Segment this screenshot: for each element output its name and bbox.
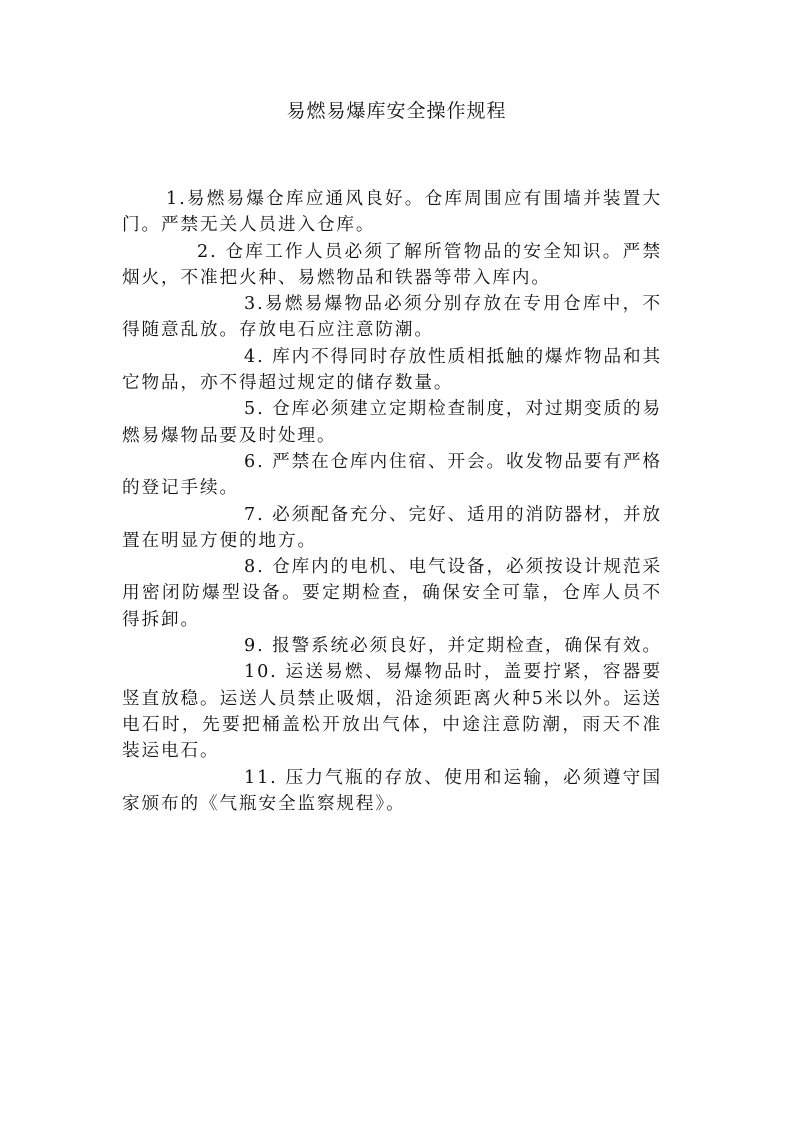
rule-3: 3.易燃易爆物品必须分别存放在专用仓库中，不得随意乱放。存放电石应注意防潮。 [122,294,662,341]
rule-8: 8. 仓库内的电机、电气设备，必须按设计规范采用密闭防爆型设备。要定期检查，确保安全可靠，仓库人员不得拆卸。 [122,557,662,630]
rule-7: 7. 必须配备充分、完好、适用的消防器材，并放置在明显方便的地方。 [122,504,662,551]
rule-1: 1.易燃易爆仓库应通风良好。仓库周围应有围墙并装置大门。严禁无关人员进入仓库。 [122,189,662,236]
rule-10: 10. 运送易燃、易爆物品时，盖要拧紧，容器要竖直放稳。运送人员禁止吸烟，沿途须距离火种5米以外。运送电石时，先要把桶盖松开放出气体，中途注意防潮，雨天不准装运电石。 [122,662,662,762]
rule-5: 5. 仓库必须建立定期检查制度，对过期变质的易燃易爆物品要及时处理。 [122,399,662,446]
document-body [122,186,662,817]
document-title: 易燃易爆库安全操作规程 [286,100,507,122]
rule-6: 6. 严禁在仓库内住宿、开会。收发物品要有严格的登记手续。 [122,451,662,499]
rule-4: 4. 库内不得同时存放性质相抵触的爆炸物品和其它物品，亦不得超过规定的储存数量。 [122,346,662,394]
rule-9: 9. 报警系统必须良好，并定期检查，确保有效。 [244,636,662,657]
rule-11: 11. 压力气瓶的存放、使用和运输，必须遵守国家颁布的《气瓶安全监察规程》。 [122,767,662,814]
rule-2: 2. 仓库工作人员必须了解所管物品的安全知识。严禁烟火，不准把火种、易燃物品和铁器等带入库内。 [122,241,662,288]
